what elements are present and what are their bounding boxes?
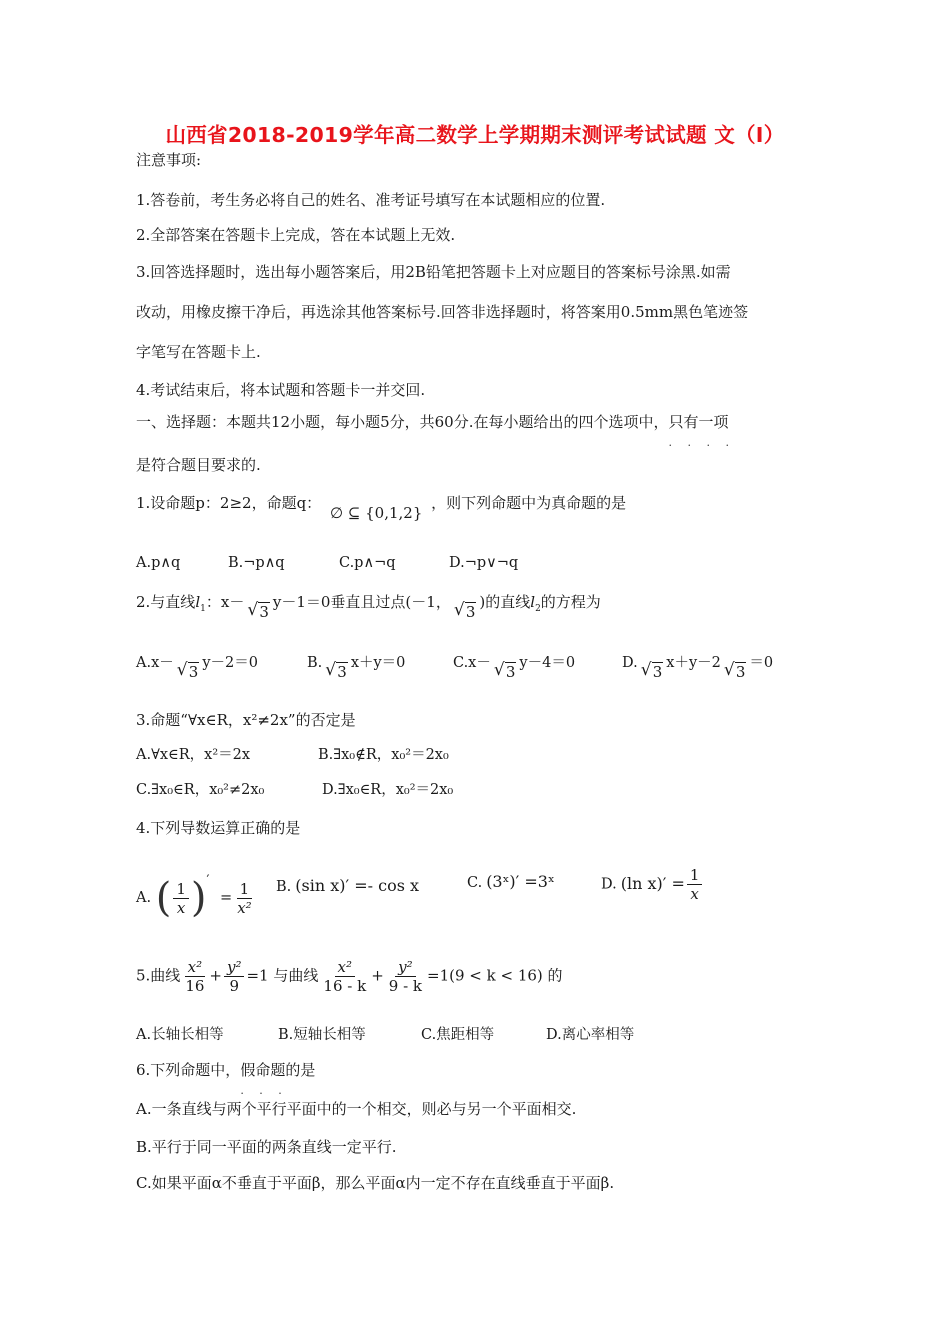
question-4: 4.下列导数运算正确的是 [136, 819, 301, 837]
q2-stem-c: y－1＝0垂直且过点(－1， [272, 593, 451, 611]
q2-option-a: A.x－√ 3 y－2＝0 [136, 652, 258, 673]
q2-option-d: D.√ 3 x＋y－2√ 3 ＝0 [622, 652, 773, 673]
q2-l1-sub: 1 [200, 604, 206, 614]
section-one-text: 一、选择题：本题共12小题，每小题5分，共60分.在每小题给出的四个选项中， [136, 413, 669, 431]
question-5: 5.曲线 $\frac{\text{x²}}{16}$ + $\frac{\text{y²}}{9}$ =1 与曲线 $\frac{\text{x²}}{16 - k}$ + $\frac{\text{y²}}{9 - k}$ =1(9 < k < 16) 的 [136, 958, 563, 995]
q2-sqrt3-a: √ 3 [247, 602, 270, 622]
q2-option-b: B.√ 3 x＋y＝0 [307, 652, 405, 673]
q6-option-b: B.平行于同一平面的两条直线一定平行. [136, 1138, 397, 1156]
notice-item-2: 2.全部答案在答题卡上完成，答在本试题上无效. [136, 226, 456, 244]
q2-stem-a: 2.与直线 [136, 593, 196, 611]
q3-option-b: B.∃x₀∉R，x₀²＝2x₀ [318, 747, 449, 763]
q1-option-c: C.p∧¬q [339, 555, 396, 571]
q4-option-b: B. (sin x)′ =- cos x [276, 876, 420, 895]
q1-option-d: D.¬p∨¬q [449, 555, 519, 571]
page-title: 山西省2018-2019学年高二数学上学期期末测评考试试题 文（I） [165, 123, 785, 147]
q2-stem-d: )的直线 [479, 593, 531, 611]
question-3: 3.命题“∀x∈R，x²≠2x”的否定是 [136, 711, 356, 729]
q1-option-a: A.p∧q [136, 555, 181, 571]
q5-option-a: A.长轴长相等 [136, 1027, 224, 1043]
q4-option-c: C. (3ˣ)′ =3ˣ [467, 872, 555, 891]
section-one-intro-2: 是符合题目要求的. [136, 456, 261, 474]
q2-l2-sub: 2 [535, 604, 541, 614]
q3-option-c: C.∃x₀∈R，x₀²≠2x₀ [136, 782, 265, 798]
notice-item-4: 4.考试结束后，将本试题和答题卡一并交回. [136, 381, 426, 399]
emphasized-text: 假命题 . . . [240, 1061, 288, 1097]
q2-l2: l [530, 593, 536, 611]
notice-item-3b: 改动，用橡皮擦干净后，再选涂其他答案标号.回答非选择题时，将答案用0.5mm黑色笔迹签 [136, 303, 749, 321]
q6-option-a: A.一条直线与两个平行平面中的一个相交，则必与另一个平面相交. [136, 1100, 577, 1118]
q1-stem-b: ，则下列命题中为真命题的是 [431, 494, 627, 512]
notice-item-1: 1.答卷前，考生务必将自己的姓名、准考证号填写在本试题相应的位置. [136, 191, 606, 209]
question-1 [136, 493, 627, 522]
q1-stem-a: 1.设命题p：2≥2，命题q： [136, 494, 322, 512]
q4-option-d: D. (ln x)′ = $\frac{1}{x}$ [601, 866, 704, 903]
q6-option-c: C.如果平面α不垂直于平面β，那么平面α内一定不存在直线垂直于平面β. [136, 1174, 615, 1192]
question-6: 6.下列命题中，假命题 . . . 的是 [136, 1061, 316, 1097]
q5-option-b: B.短轴长相等 [278, 1027, 366, 1043]
notice-heading: 注意事项: [136, 151, 202, 169]
q2-stem-e: 的方程为 [540, 593, 601, 611]
q2-l1: l [195, 593, 201, 611]
notice-item-3c: 字笔写在答题卡上. [136, 343, 261, 361]
q1-option-b: B.¬p∧q [228, 555, 285, 571]
q2-sqrt3-b: √ 3 [454, 602, 477, 622]
q1-math: ∅ ⊆ {0,1,2} [329, 504, 423, 522]
q5-option-d: D.离心率相等 [546, 1027, 635, 1043]
section-one-intro [136, 412, 735, 449]
question-2 [136, 592, 601, 619]
q5-option-c: C.焦距相等 [421, 1027, 495, 1043]
q3-option-d: D.∃x₀∈R，x₀²＝2x₀ [322, 782, 454, 798]
q2-option-c: C.x－√ 3 y－4＝0 [453, 652, 575, 673]
q4-option-a: A. ( $\frac{1}{x}$ )′ = $\frac{1}{\text{x²}}$ [136, 873, 252, 921]
q3-option-a: A.∀x∈R，x²＝2x [136, 747, 251, 763]
notice-item-3a: 3.回答选择题时，选出每小题答案后，用2B铅笔把答题卡上对应题目的答案标号涂黑.如需 [136, 263, 731, 281]
q2-stem-b: ：x－ [205, 593, 245, 611]
emphasized-text: 只有一项 . . . . [668, 413, 735, 449]
